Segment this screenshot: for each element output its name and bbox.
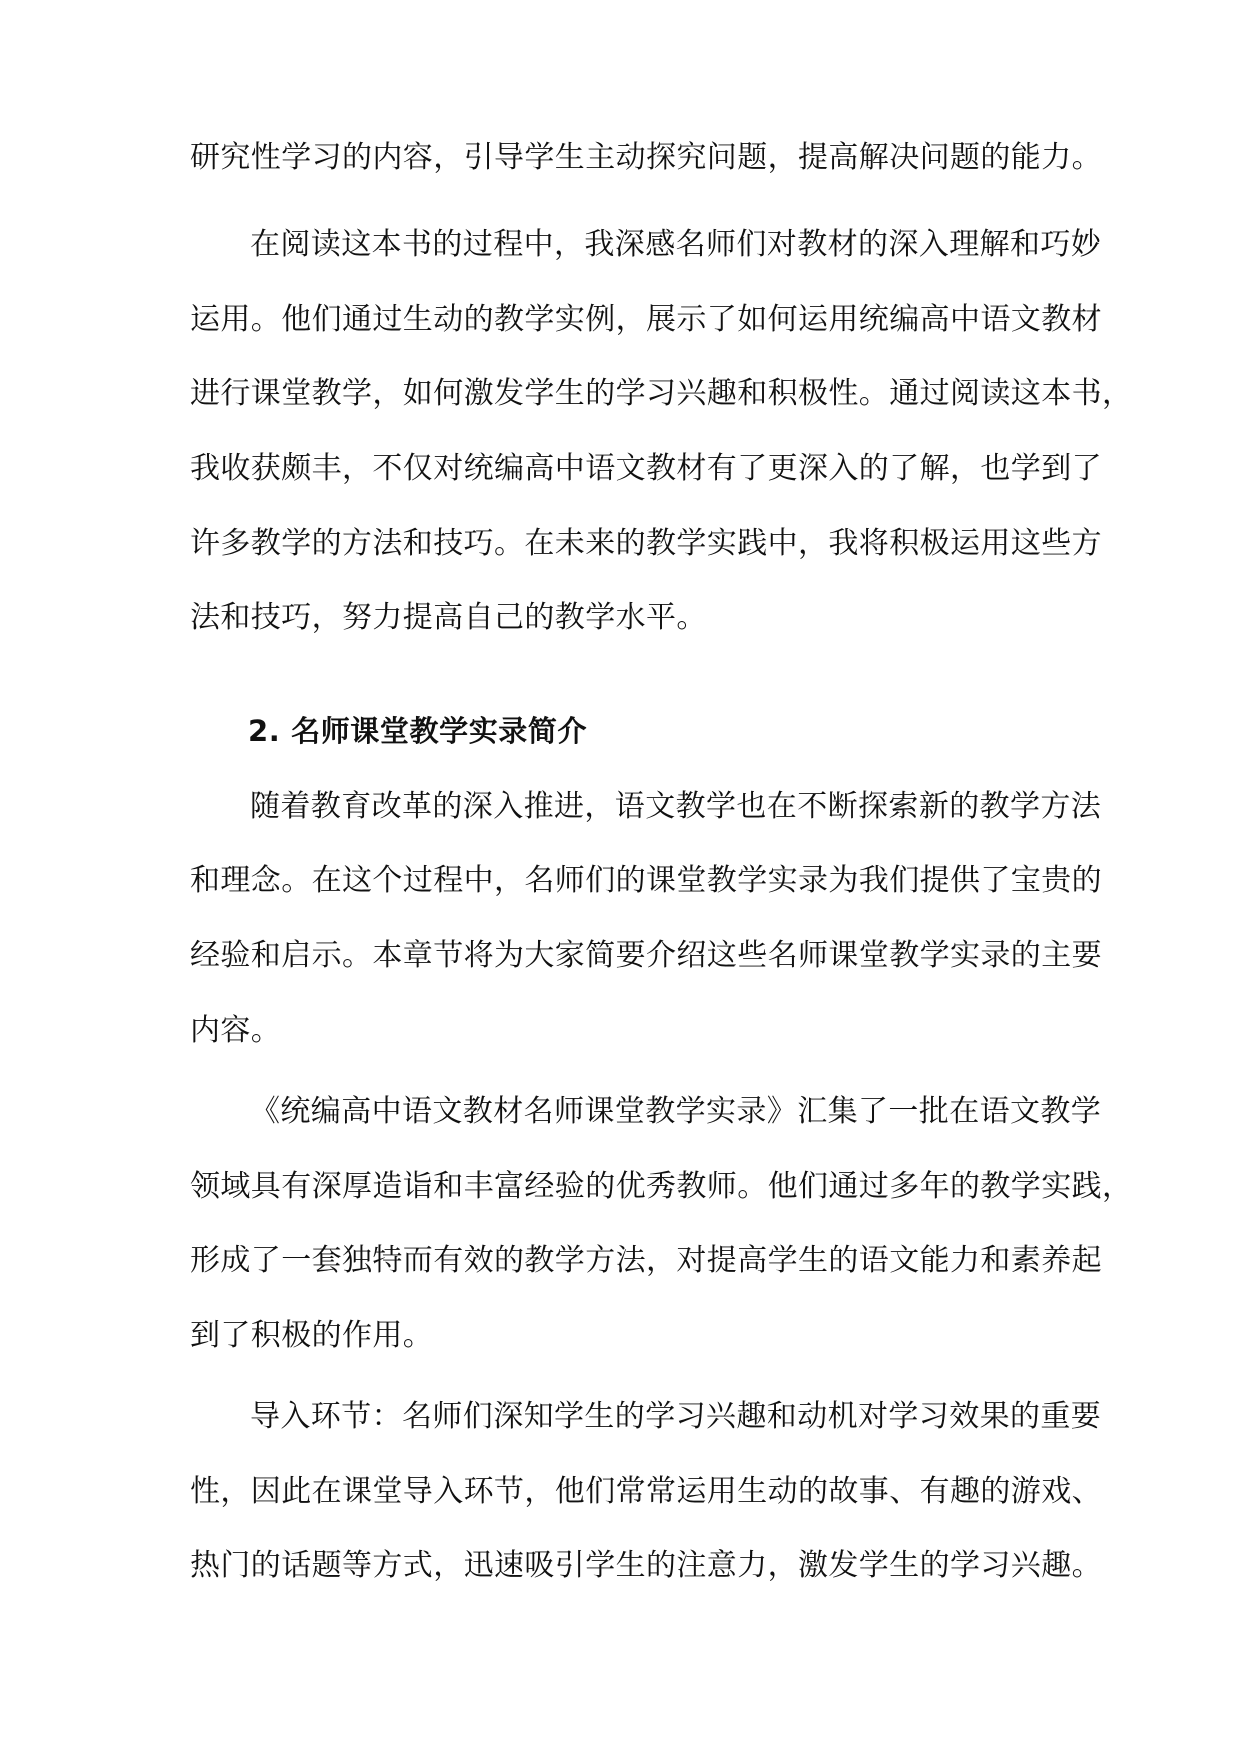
paragraph-3-line-2: 和理念。在这个过程中，名师们的课堂教学实录为我们提供了宝贵的 xyxy=(190,863,1102,898)
paragraph-1-line-1: 研究性学习的内容，引导学生主动探究问题，提高解决问题的能力。 xyxy=(190,140,1102,175)
paragraph-2-line-3: 进行课堂教学，如何激发学生的学习兴趣和积极性。通过阅读这本书， xyxy=(190,376,1133,411)
paragraph-5-line-3: 热门的话题等方式，迅速吸引学生的注意力，激发学生的学习兴趣。 xyxy=(190,1548,1102,1583)
paragraph-2-line-2: 运用。他们通过生动的教学实例，展示了如何运用统编高中语文教材 xyxy=(190,302,1102,337)
paragraph-4-line-2: 领域具有深厚造诣和丰富经验的优秀教师。他们通过多年的教学实践， xyxy=(190,1169,1133,1204)
paragraph-2-line-6: 法和技巧，努力提高自己的教学水平。 xyxy=(190,600,707,635)
paragraph-5-line-2: 性，因此在课堂导入环节，他们常常运用生动的故事、有趣的游戏、 xyxy=(190,1474,1102,1509)
paragraph-4-line-3: 形成了一套独特而有效的教学方法，对提高学生的语文能力和素养起 xyxy=(190,1243,1102,1278)
paragraph-4-line-1: 《统编高中语文教材名师课堂教学实录》汇集了一批在语文教学 xyxy=(250,1094,1102,1129)
paragraph-4-line-4: 到了积极的作用。 xyxy=(190,1318,434,1353)
paragraph-3-line-3: 经验和启示。本章节将为大家简要介绍这些名师课堂教学实录的主要 xyxy=(190,938,1102,973)
paragraph-3-line-1: 随着教育改革的深入推进，语文教学也在不断探索新的教学方法 xyxy=(250,789,1102,824)
paragraph-3-line-4: 内容。 xyxy=(190,1013,282,1048)
paragraph-2-line-5: 许多教学的方法和技巧。在未来的教学实践中，我将积极运用这些方 xyxy=(190,526,1102,561)
paragraph-2-line-1: 在阅读这本书的过程中，我深感名师们对教材的深入理解和巧妙 xyxy=(250,227,1102,262)
paragraph-2-line-4: 我收获颇丰，不仅对统编高中语文教材有了更深入的了解，也学到了 xyxy=(190,451,1102,486)
section-heading: 2. 名师课堂教学实录简介 xyxy=(248,714,588,748)
paragraph-5-line-1: 导入环节：名师们深知学生的学习兴趣和动机对学习效果的重要 xyxy=(250,1399,1102,1434)
